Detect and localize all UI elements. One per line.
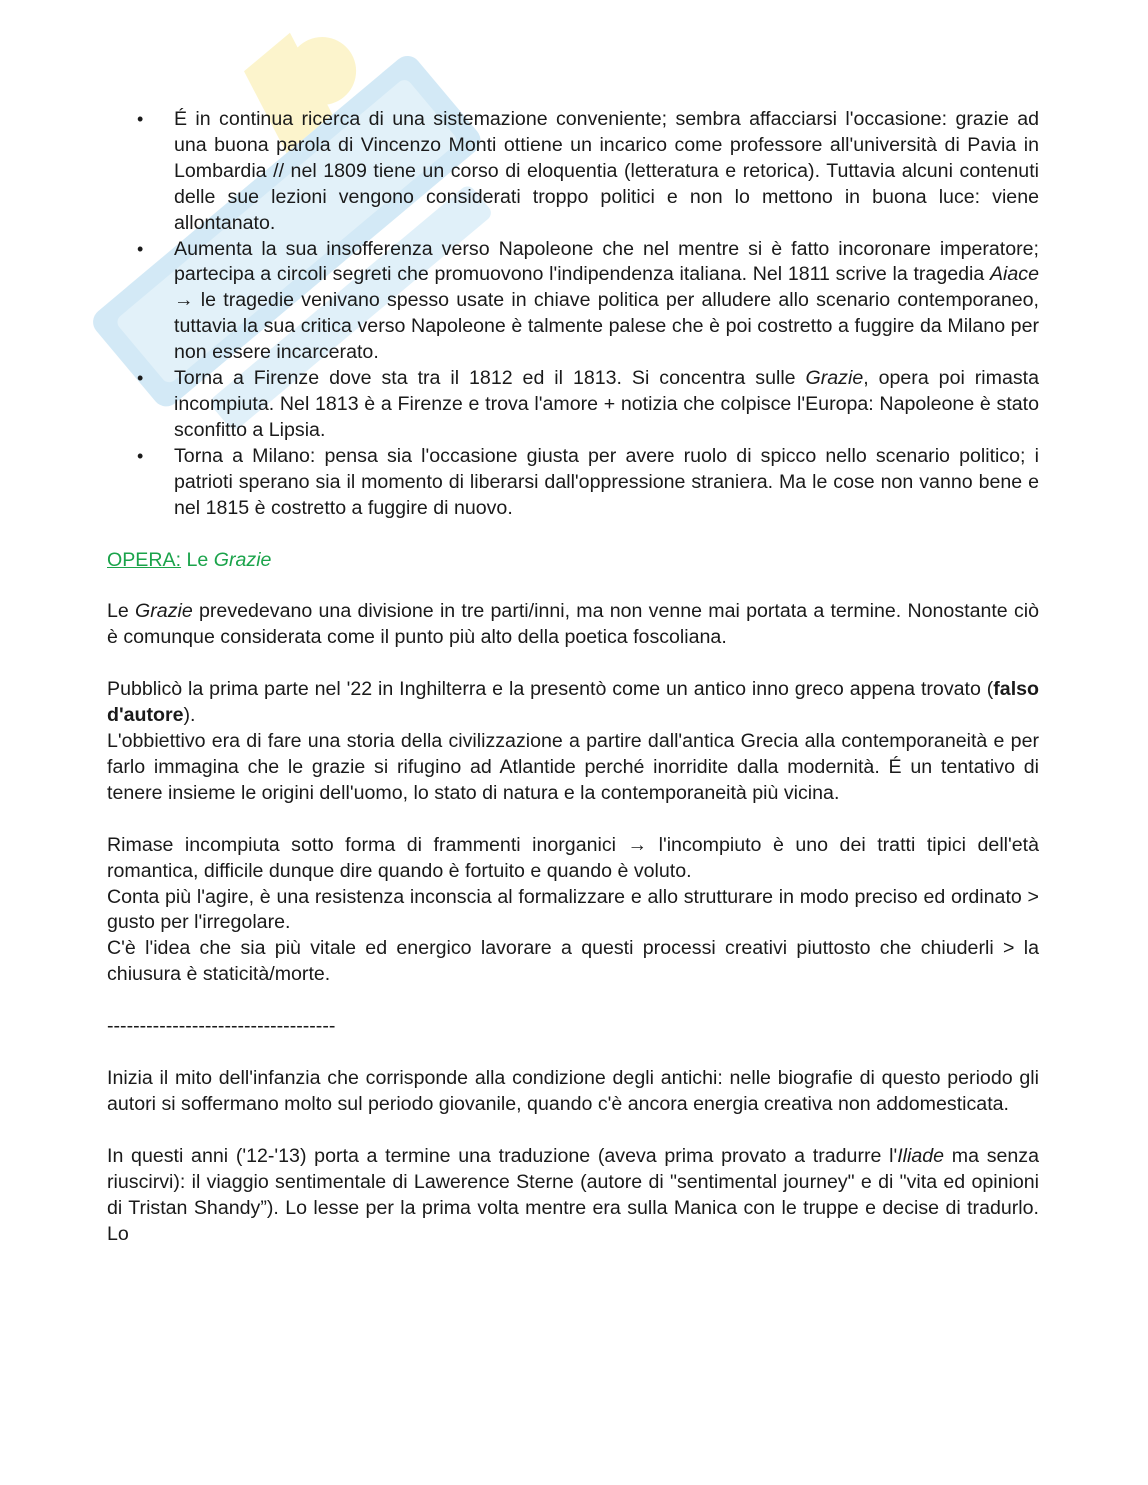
italic-title: Iliade [897,1144,945,1167]
bullet-text: É in continua ricerca di una sistemazione conveniente; sembra affacciarsi l'occasione: grazie ad una buona parola di Vincenzo Monti ottiene un incarico come professore all'università di Pavia in Lombardia // nel 1809 tiene un corso di eloquentia (letteratura e retorica). Tuttavia alcuni contenuti delle sue lezioni vengono considerati troppo politici e non lo mettono in buona luce: viene allontanato. [174,108,1039,234]
paragraph [107,677,1039,729]
paragraph-text: Le [107,600,136,623]
paragraph [107,599,1039,651]
heading-italic: Grazie [213,548,272,571]
list-item [107,444,1039,522]
bullet-text: , opera poi rimasta incompiuta. Nel 1813 è a Firenze e trova l'amore + notizia che colpisce l'Europa: Napoleone è stato sconfitto a Lipsia. [174,367,1039,441]
paragraph: L'obbiettivo era di fare una storia della civilizzazione a partire dall'antica Grecia alla contemporaneità e per farlo immagina che le grazie si rifugino ad Atlantide perché inorridite dalla modernità. É un tentativo di tenere insieme le origini dell'uomo, lo stato di natura e la contemporaneità più vicina. [107,730,1039,804]
list-item [107,237,1039,367]
document-page [107,107,1039,1248]
bullet-text: Torna a Firenze dove sta tra il 1812 ed il 1813. Si concentra sulle [174,367,806,390]
bullet-text: Torna a Milano: pensa sia l'occasione giusta per avere ruolo di spicco nello scenario politico; i patrioti sperano sia il momento di liberarsi dall'oppressione straniera. Ma le cose non vanno bene e nel 1815 è costretto a fuggire di nuovo. [174,444,1039,519]
divider-line: ----------------------------------- [107,1015,336,1038]
paragraph: Rimase incompiuta sotto forma di frammenti inorganici → l'incompiuto è uno dei tratti tipici dell'età romantica, difficile dunque dire quando è fortuito e quando è voluto. [107,833,1039,882]
paragraph-text: ). [183,704,196,727]
paragraph: C'è l'idea che sia più vitale ed energico lavorare a questi processi creativi piuttosto che chiuderli > la chiusura è staticità/morte. [107,937,1039,986]
paragraph: Conta più l'agire, è una resistenza inconscia al formalizzare e allo strutturare in modo preciso ed ordinato > gusto per l'irregolare. [107,885,1039,934]
italic-title: Grazie [805,367,864,390]
bullet-text: → le tragedie venivano spesso usate in chiave politica per alludere allo scenario contemporaneo, tuttavia la sua critica verso Napoleone è talmente palese che è poi costretto a fuggire da Milano per non essere incarcerato. [174,289,1039,364]
section-heading [107,548,1039,574]
paragraph-text: ma senza riuscirvi): il viaggio sentimentale di Lawerence Sterne (autore di "sentimental journey" e di "vita ed opinioni di Tristan Shandy”). Lo lesse per la prima volta mentre era sulla Manica con le truppe e decise di tradurlo. Lo [107,1144,1039,1245]
paragraph [107,1144,1039,1248]
biography-bullet-list [107,107,1039,522]
heading-label: OPERA: [107,548,182,571]
paragraph-text: In questi anni ('12-'13) porta a termine una traduzione (aveva prima provato a tradurre l' [107,1144,898,1167]
paragraph-text: prevedevano una divisione in tre parti/inni, ma non venne mai portata a termine. Nonostante ciò è comunque considerata come il punto più alto della poetica foscoliana. [107,600,1039,649]
list-item [107,107,1039,237]
italic-title: Grazie [135,600,193,623]
bullet-text: Aumenta la sua insofferenza verso Napoleone che nel mentre si è fatto incoronare imperatore; partecipa a circoli segreti che promuovono l'indipendenza italiana. Nel 1811 scrive la tragedia [174,237,1039,286]
paragraph: Inizia il mito dell'infanzia che corrisponde alla condizione degli antichi: nelle biografie di questo periodo gli autori si soffermano molto sul periodo giovanile, quando c'è ancora energia creativa non addomesticata. [107,1067,1039,1115]
italic-title: Aiace [989,263,1039,286]
list-item [107,366,1039,444]
paragraph-text: Pubblicò la prima parte nel '22 in Inghilterra e la presentò come un antico inno greco appena trovato ( [107,678,994,701]
heading-text: Le [181,548,214,571]
bold-text: falso d'autore [107,678,1039,727]
